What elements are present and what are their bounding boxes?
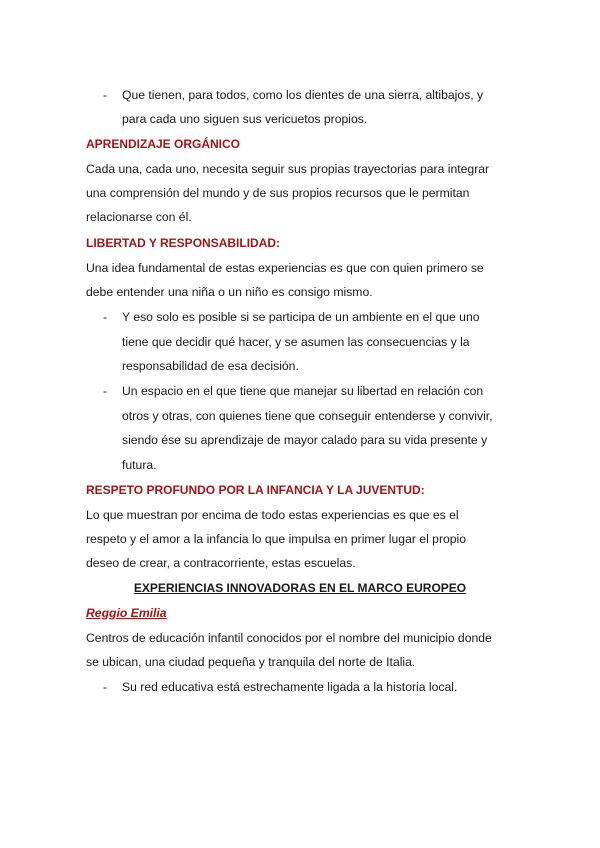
- paragraph-line: Una idea fundamental de estas experiencias es que con quien primero se: [86, 261, 484, 275]
- paragraph-line: deseo de crear, a contracorriente, estas escuelas.: [86, 556, 356, 570]
- section-heading-respeto: RESPETO PROFUNDO POR LA INFANCIA Y LA JUVENTUD:: [86, 483, 425, 497]
- paragraph-line: Lo que muestran por encima de todo estas experiencias es que es el: [86, 508, 459, 522]
- bullet-text-line: Que tienen, para todos, como los dientes de una sierra, altibajos, y: [122, 88, 484, 102]
- bullet-text-line: siendo ése su aprendizaje de mayor calado para su vida presente y: [122, 433, 488, 447]
- paragraph-line: una comprensión del mundo y de sus propios recursos que le permitan: [86, 186, 470, 200]
- bullet-text-line: Y eso solo es posible si se participa de un ambiente en el que uno: [122, 310, 480, 324]
- subheading-reggio-emilia: Reggio Emilia: [86, 606, 167, 620]
- bullet-text-line: Su red educativa está estrechamente ligada a la historia local.: [122, 680, 458, 694]
- bullet-dash: -: [103, 310, 108, 324]
- paragraph-line: Centros de educación infantil conocidos por el nombre del municipio donde: [86, 631, 492, 645]
- paragraph-line: se ubican, una ciudad pequeña y tranquila del norte de Italia.: [86, 655, 416, 669]
- bullet-dash: -: [103, 384, 108, 398]
- bullet-text-line: futura.: [122, 458, 157, 472]
- paragraph-line: relacionarse con él.: [86, 210, 192, 224]
- section-heading-libertad: LIBERTAD Y RESPONSABILIDAD:: [86, 236, 281, 250]
- bullet-text-line: para cada uno siguen sus vericuetos propios.: [122, 112, 368, 126]
- section-title-experiencias: EXPERIENCIAS INNOVADORAS EN EL MARCO EUROPEO: [133, 581, 467, 595]
- bullet-text-line: tiene que decidir qué hacer, y se asumen las consecuencias y la: [122, 335, 470, 349]
- bullet-text-line: Un espacio en el que tiene que manejar su libertad en relación con: [122, 384, 484, 398]
- paragraph-line: Cada una, cada uno, necesita seguir sus propias trayectorias para integrar: [86, 162, 490, 176]
- paragraph-line: respeto y el amor a la infancia lo que impulsa en primer lugar el propio: [86, 532, 467, 546]
- bullet-text-line: otros y otras, con quienes tiene que conseguir entenderse y convivir,: [122, 409, 493, 423]
- bullet-text-line: responsabilidad de esa decisión.: [122, 359, 299, 373]
- section-heading-aprendizaje: APRENDIZAJE ORGÁNICO: [86, 137, 241, 151]
- paragraph-line: debe entender una niña o un niño es consigo mismo.: [86, 285, 373, 299]
- bullet-dash: -: [103, 88, 108, 102]
- bullet-dash: -: [103, 680, 108, 694]
